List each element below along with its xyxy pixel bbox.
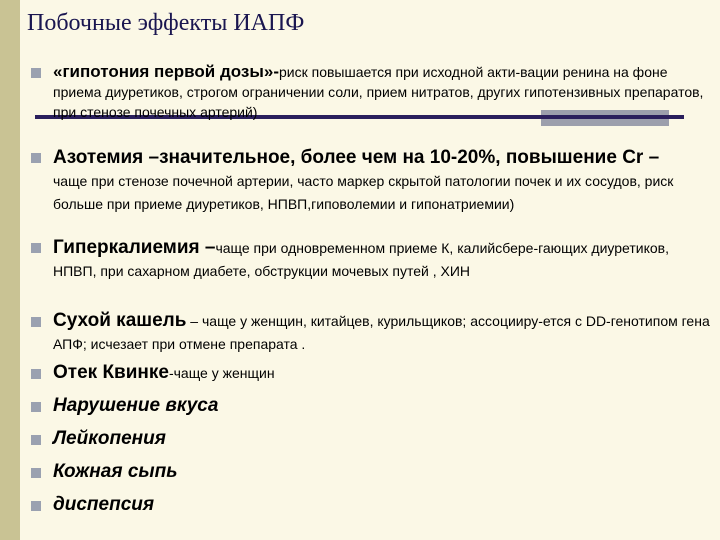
list-item-taste-disorder — [31, 395, 711, 428]
square-bullet-icon — [31, 369, 41, 379]
list-item-quincke-edema — [31, 362, 711, 395]
item-description: – чаще у женщин, китайцев, курильщиков; ассоцииру-ется с DD-генотипом гена АПФ; исчезает при отмене препарата . — [53, 313, 710, 352]
list-item-skin-rash — [31, 461, 711, 494]
item-heading: Отек Квинке — [53, 362, 169, 383]
item-description: чаще при стенозе почечной артерии, часто маркер скрытой патологии почек и их сосудов, риск больше при приеме диуретиков, НПВП,гиповолемии и гипонатриемии) — [53, 173, 674, 212]
item-heading: Азотемия –значительное, более чем на 10-20%, повышение Cr – — [53, 147, 660, 168]
slide-title: Побочные эффекты ИАПФ — [27, 10, 305, 36]
square-bullet-icon — [31, 402, 41, 412]
item-heading: Лейкопения — [53, 428, 166, 449]
item-heading: диспепсия — [53, 494, 155, 515]
item-heading: Гиперкалиемия – — [53, 237, 216, 258]
item-description: -чаще у женщин — [168, 365, 275, 381]
item-heading: Кожная сыпь — [53, 461, 178, 482]
square-bullet-icon — [31, 243, 41, 253]
item-heading: Нарушение вкуса — [53, 395, 219, 416]
square-bullet-icon — [31, 501, 41, 511]
side-effects-list — [31, 62, 711, 527]
square-bullet-icon — [31, 435, 41, 445]
square-bullet-icon — [31, 68, 41, 78]
list-item-first-dose-hypotension — [31, 62, 711, 142]
list-item-hyperkalemia — [31, 236, 711, 306]
item-heading: Сухой кашель — [53, 310, 187, 331]
list-item-dyspepsia — [31, 494, 711, 527]
square-bullet-icon — [31, 153, 41, 163]
left-accent-band — [0, 0, 20, 540]
list-item-azotemia — [31, 146, 711, 236]
square-bullet-icon — [31, 317, 41, 327]
list-item-dry-cough — [31, 310, 711, 358]
square-bullet-icon — [31, 468, 41, 478]
item-heading: «гипотония первой дозы»- — [53, 62, 279, 81]
item-description: риск повышается при исходной акти-вации ренина на фоне приема диуретиков, строгом ограничении соли, прием нитратов, других гипотензивных препаратов, при стенозе почечных артерий) — [53, 64, 704, 120]
item-description: чаще при одновременном приеме К, калийсбере-гающих диуретиков, НПВП, при сахарном диабете, обструкции мочевых путей , ХИН — [53, 240, 669, 279]
list-item-leukopenia — [31, 428, 711, 461]
